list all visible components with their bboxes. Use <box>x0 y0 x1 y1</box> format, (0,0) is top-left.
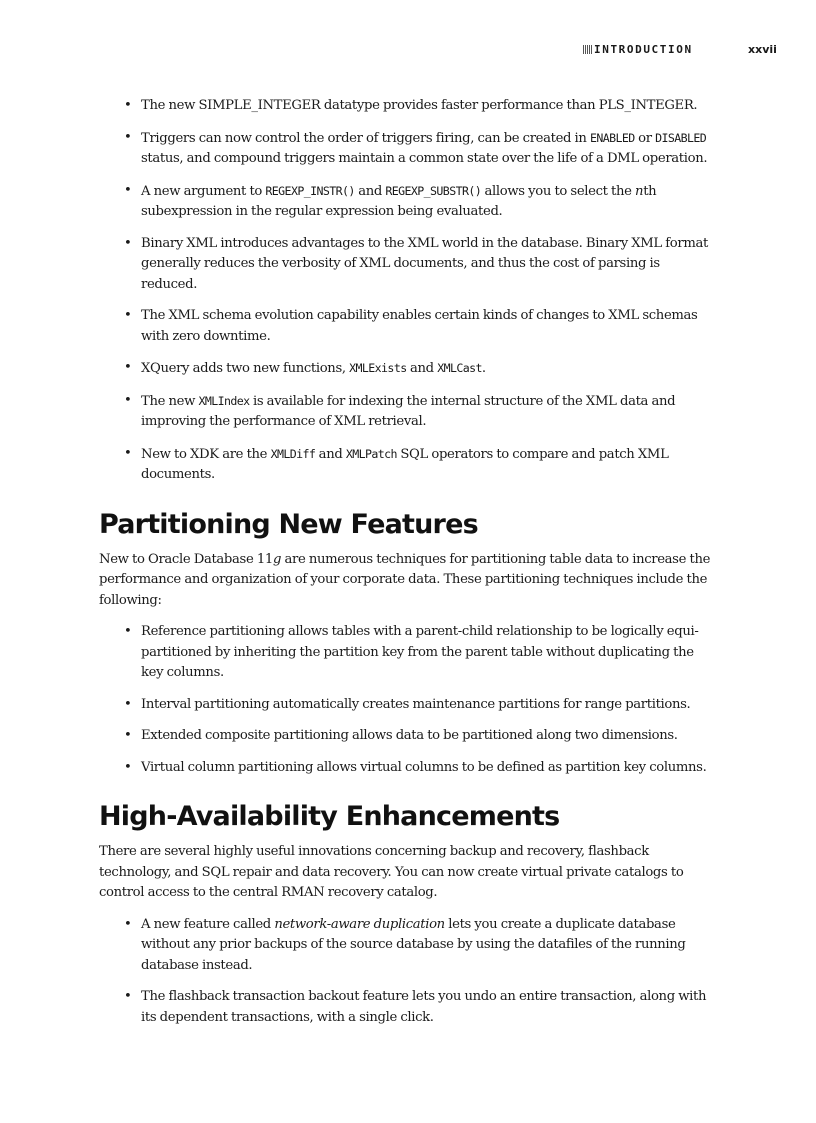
page-body <box>99 96 719 1039</box>
partitioning-intro <box>99 550 719 612</box>
text-run: and <box>315 446 346 462</box>
new-features-list <box>99 96 719 486</box>
text-run: lets you create a duplicate database without any prior backups of the source database by using the datafiles of the running database instead. <box>141 916 686 973</box>
bullet-item <box>141 128 719 170</box>
code-term: XMLCast <box>437 361 482 375</box>
text-run: New to Oracle Database 11 <box>99 551 273 567</box>
bullet-item <box>141 758 719 779</box>
section-heading-high-availability: High-Availability Enhancements <box>99 801 560 832</box>
text-run: status, and compound triggers maintain a common state over the life of a DML operation. <box>141 151 708 166</box>
bullet-item <box>141 96 719 117</box>
code-term: XMLDiff <box>270 446 316 461</box>
text-run: A new argument to <box>141 183 266 199</box>
text-run: A new feature called <box>141 916 275 932</box>
text-run: XQuery adds two new functions, <box>141 361 350 376</box>
bullet-item <box>141 181 719 223</box>
code-term: REGEXP_SUBSTR() <box>385 183 482 198</box>
text-run: The XML schema evolution capability enables certain kinds of changes to XML schemas with zero downtime. <box>141 308 698 344</box>
text-run: . <box>481 361 486 376</box>
code-term: XMLPatch <box>345 446 397 461</box>
code-term: ENABLED <box>590 130 635 145</box>
text-run: allows you to select the <box>481 183 636 199</box>
text-run: Binary XML introduces advantages to the XML world in the database. Binary XML format generally reduces the verbosity of XML documents, and thus the cost of parsing is reduced. <box>141 235 708 292</box>
page-number: xxvii <box>748 43 777 56</box>
text-run: are numerous techniques for partitioning table data to increase the performance and organization of your corporate data. These partitioning techniques include the following: <box>99 551 711 608</box>
bullet-item <box>141 987 719 1028</box>
text-run: or <box>634 130 656 146</box>
bullet-item <box>141 444 719 486</box>
section-title: INTRODUCTION <box>594 43 693 56</box>
bullet-item <box>141 358 719 380</box>
text-run: The new <box>141 393 199 409</box>
text-run: Virtual column partitioning allows virtual columns to be defined as partition key columns. <box>141 759 707 775</box>
emphasis-text: g <box>272 551 282 567</box>
text-run: is available for indexing the internal structure of the XML data and improving the performance of XML retrieval. <box>141 393 676 429</box>
high-availability-features-list <box>99 915 719 1029</box>
code-term: DISABLED <box>655 130 707 145</box>
bullet-item <box>141 726 719 747</box>
high-availability-intro <box>99 842 719 904</box>
emphasis-text: n <box>635 183 644 199</box>
bullet-item <box>141 622 719 684</box>
emphasis-text: network-aware duplication <box>274 916 445 932</box>
text-run: Triggers can now control the order of triggers firing, can be created in <box>141 130 591 146</box>
section-marker-icon <box>583 45 592 54</box>
section-heading-partitioning: Partitioning New Features <box>99 508 478 540</box>
text-run: The new SIMPLE_INTEGER datatype provides faster performance than PLS_INTEGER. <box>141 98 698 113</box>
running-header <box>0 42 816 58</box>
bullet-item <box>141 915 719 977</box>
bullet-item <box>141 306 719 347</box>
text-run: Reference partitioning allows tables with a parent-child relationship to be logically equi-partitioned by inheriting the partition key from the parent table without duplicating the key columns. <box>141 624 699 680</box>
code-term: XMLExists <box>349 361 407 375</box>
text-run: and <box>406 361 438 376</box>
text-run: and <box>354 183 386 199</box>
text-run: Interval partitioning automatically creates maintenance partitions for range partitions. <box>141 696 691 712</box>
bullet-item <box>141 391 719 433</box>
text-run: Extended composite partitioning allows data to be partitioned along two dimensions. <box>141 728 678 743</box>
text-run: The flashback transaction backout feature lets you undo an entire transaction, along with its dependent transactions, with a single click. <box>141 989 707 1025</box>
text-run: New to XDK are the <box>141 446 271 462</box>
partitioning-features-list <box>99 622 719 778</box>
code-term: REGEXP_INSTR() <box>265 183 355 198</box>
text-run: There are several highly useful innovations concerning backup and recovery, flashback technology, and SQL repair and data recovery. You can now create virtual private catalogs to control access to the central RMAN recovery catalog. <box>99 844 684 900</box>
bullet-item <box>141 695 719 716</box>
text-run: th subexpression in the regular expression being evaluated. <box>141 183 657 219</box>
code-term: XMLIndex <box>198 393 250 408</box>
text-run: SQL operators to compare and patch XML documents. <box>141 446 669 482</box>
bullet-item <box>141 234 719 296</box>
